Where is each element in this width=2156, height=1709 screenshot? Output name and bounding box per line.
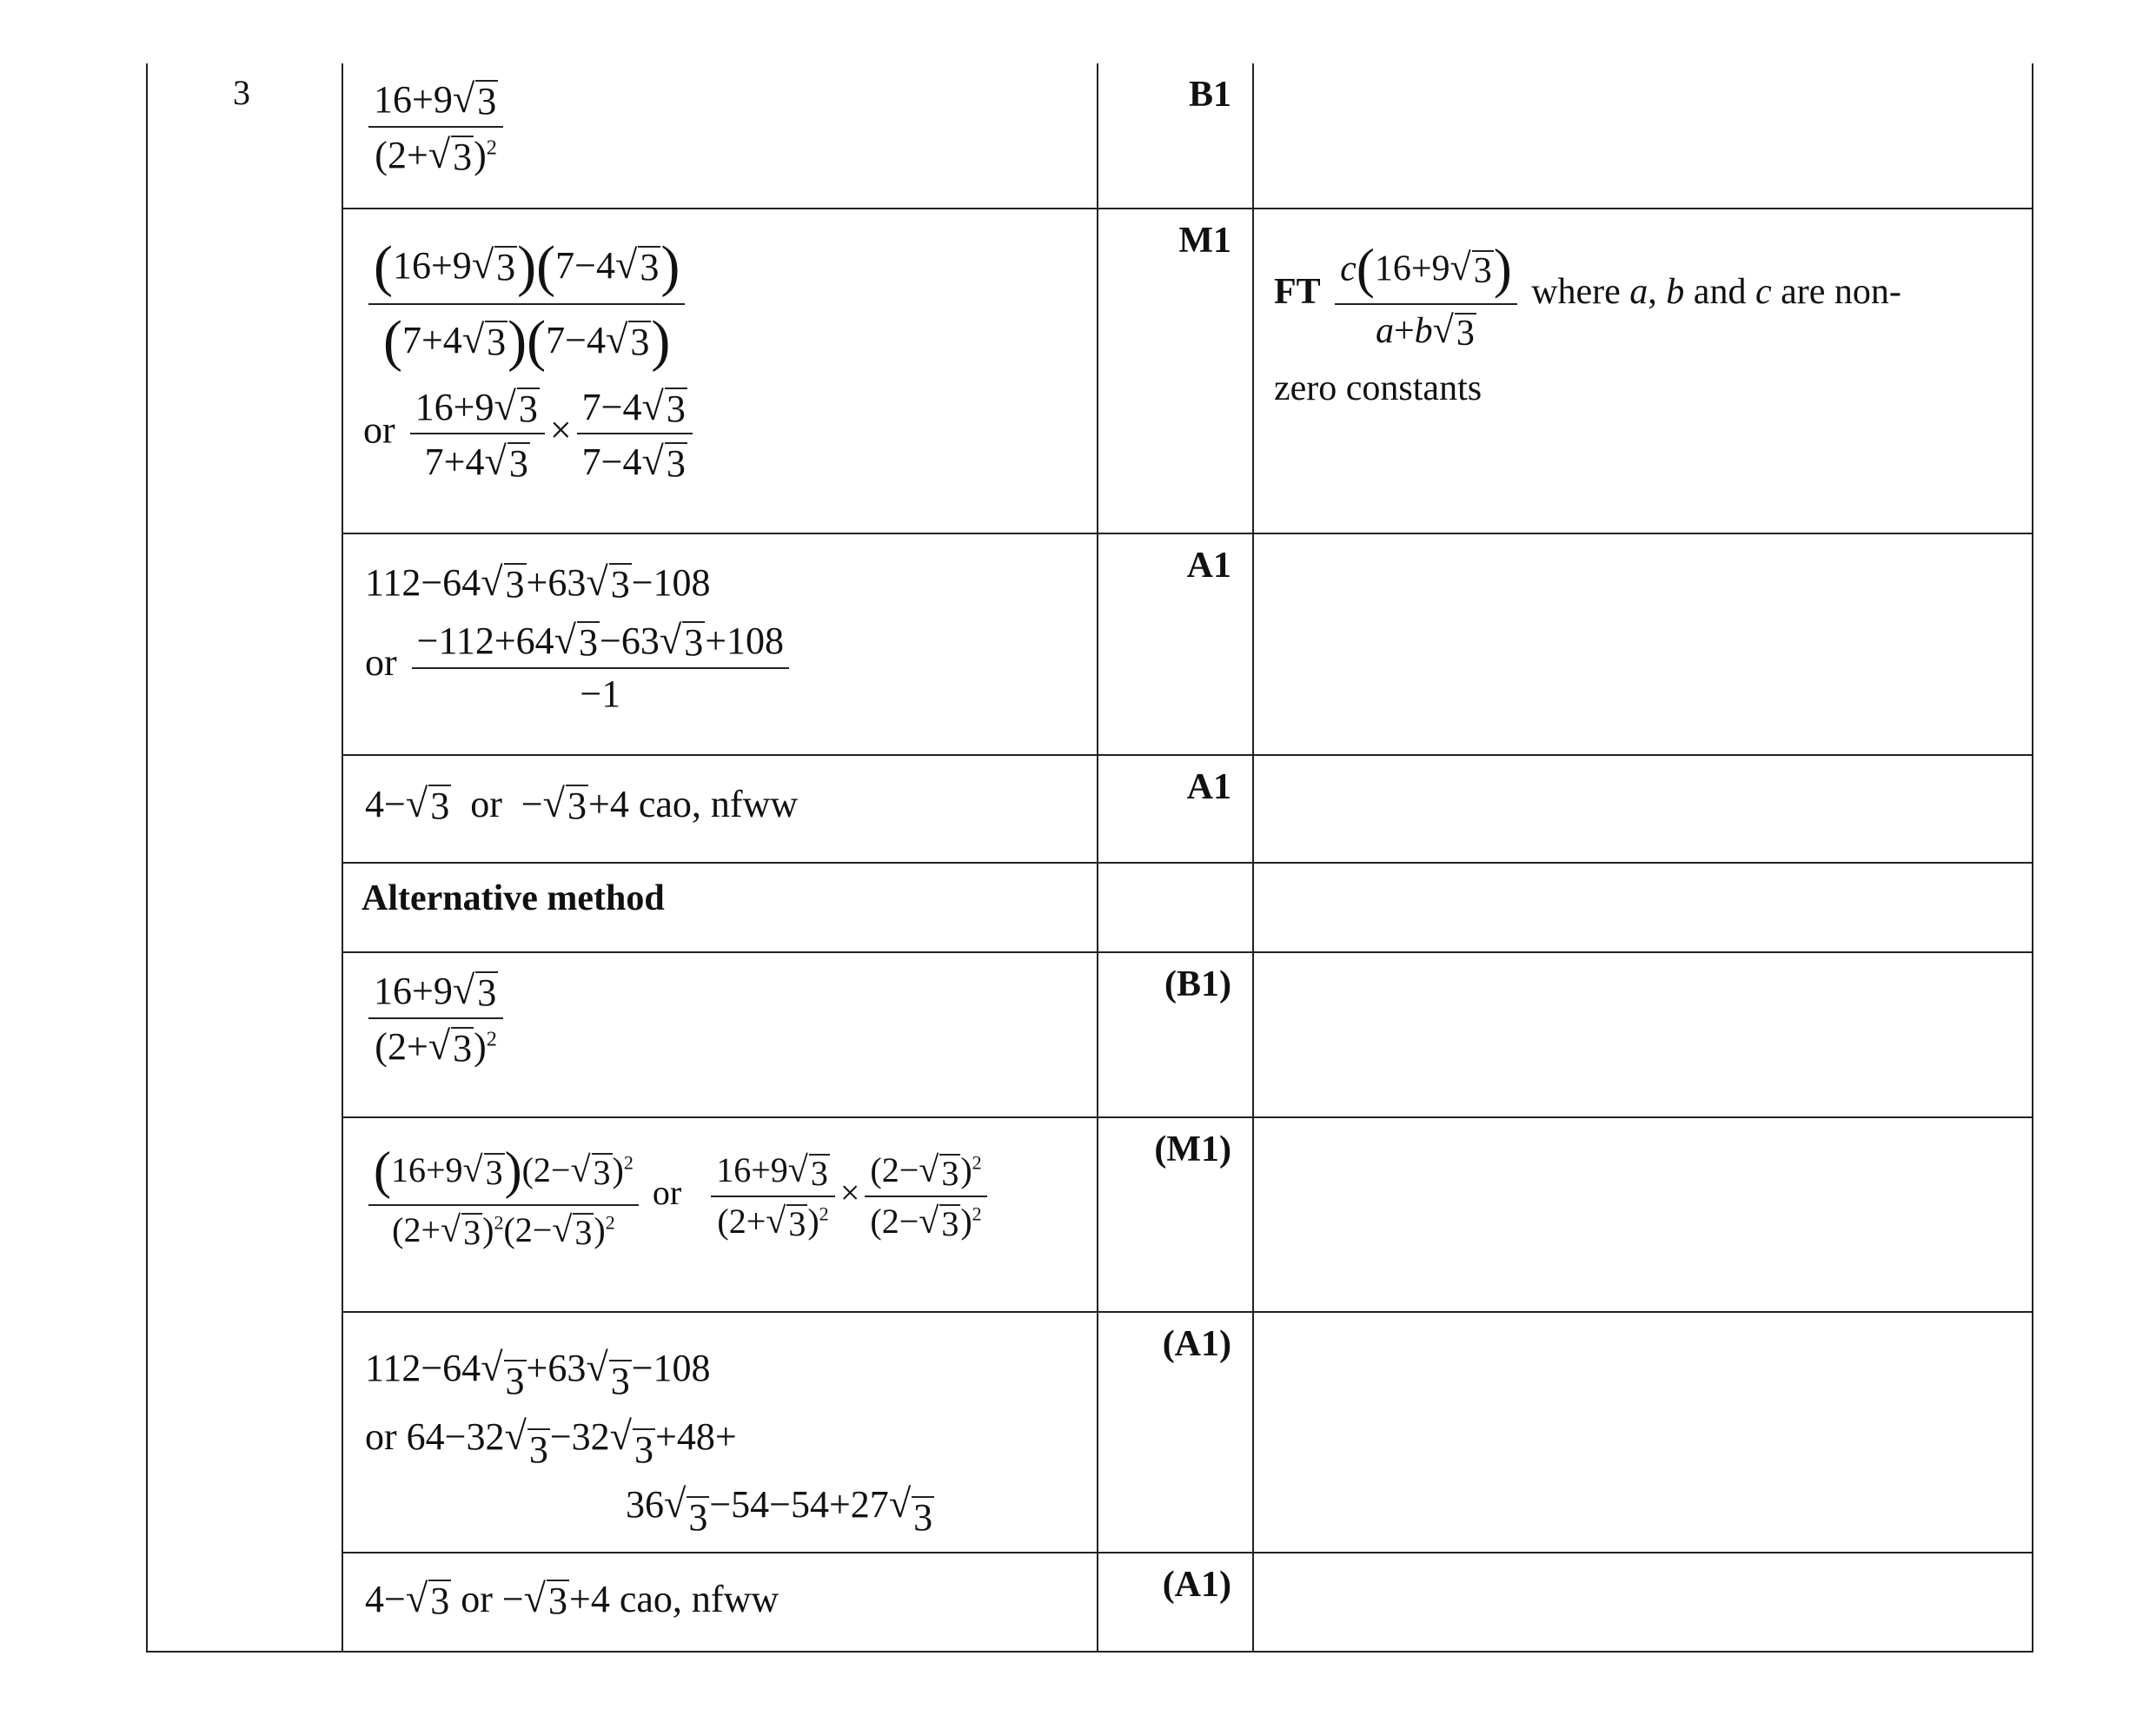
question-number: 3 xyxy=(233,73,250,112)
column-divider xyxy=(342,63,343,1653)
table-right-border xyxy=(2032,63,2033,1653)
mark-row-3: A1 xyxy=(1186,546,1231,586)
mark-scheme-table xyxy=(146,63,2032,1653)
mark-row-8: (A1) xyxy=(1162,1324,1231,1364)
answer-row-9: 4− √ 3 or − √ 3 +4 cao, nfww xyxy=(365,1576,779,1622)
or-label: or xyxy=(470,783,502,825)
answer-row-3: 112−64 √ 3 +63 √ 3 −108 or −112+64 √ 3 −63 √ 3 +108 −1 xyxy=(365,559,794,716)
mark-row-4: A1 xyxy=(1186,767,1231,807)
or-label: or xyxy=(365,1414,397,1458)
answer-row-4: 4− √ 3 or − √ 3 +4 cao, nfww xyxy=(365,781,799,827)
column-divider xyxy=(1097,63,1098,1653)
column-divider xyxy=(1252,63,1254,1653)
answer-row-8: 112−64 √ 3 +63 √ 3 −108 or 64−32 √ 3 −32 √ 3 +48+ 36 √ 3 −54−54+27 √ 3 xyxy=(365,1345,933,1540)
or-label: or xyxy=(652,1172,682,1212)
row-divider xyxy=(342,862,2033,864)
alternative-method-heading: Alternative method xyxy=(362,878,665,918)
mark-row-6: (B1) xyxy=(1164,964,1231,1004)
answer-row-6: 16+9 √ 3 (2+ √ 3 )$^2$ xyxy=(363,967,508,1069)
or-label: or xyxy=(461,1578,493,1620)
table-left-border xyxy=(146,63,148,1653)
table-bottom-border xyxy=(146,1651,2033,1653)
or-label: or xyxy=(363,408,395,452)
guidance-row-2-line-2: zero constants xyxy=(1274,368,1483,408)
guidance-row-2: FT c(16+9 √ 3 ) a+b √ 3 where a, b and c are non- xyxy=(1274,238,1901,354)
mark-row-2: M1 xyxy=(1178,221,1231,261)
answer-row-7: (16+9 √ 3 )(2− √ 3 )$^2$ (2+ √ 3 )$^2$(2− √ 3 )$^2$ or 16+9 √ 3 (2+ √ 3 )$^2$ × (2− √ 3 )$^2$ (2− √ 3 )$^2$ xyxy=(363,1141,992,1251)
mark-row-9: (A1) xyxy=(1162,1565,1231,1605)
or-label: or xyxy=(365,641,397,685)
mark-row-7: (M1) xyxy=(1154,1129,1231,1169)
answer-row-2: (16+9 √ 3 )(7−4 √ 3 ) (7+4 √ 3 )(7−4 √ 3 ) or 16+9 √ 3 7+4 √ 3 × 7−4 √ 3 7−4 √ 3 xyxy=(363,234,698,485)
mark-row-1: B1 xyxy=(1188,75,1231,115)
ft-label: FT xyxy=(1274,272,1321,313)
answer-row-1: 16+9 √ 3 (2+ √ 3 )$^2$ xyxy=(363,76,508,177)
